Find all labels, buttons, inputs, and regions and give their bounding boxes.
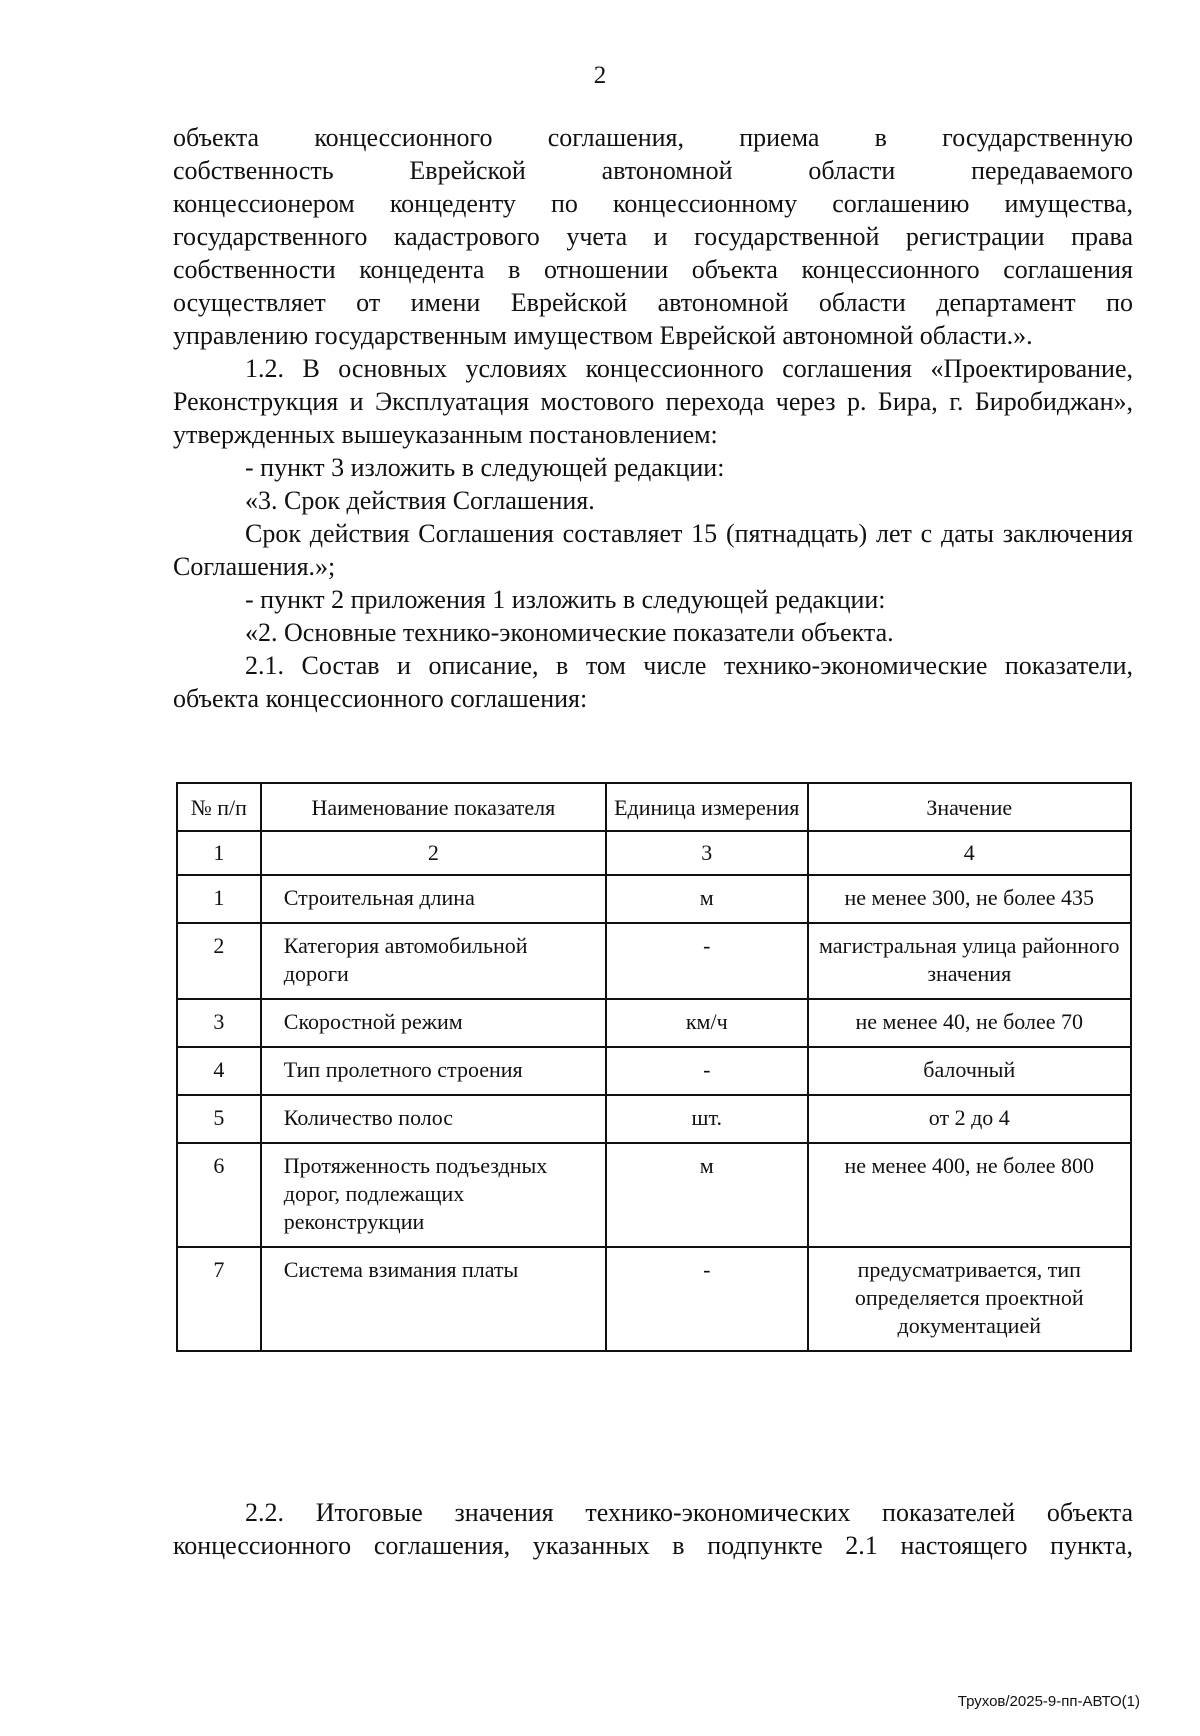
document-body <box>173 121 1133 715</box>
col-number: 4 <box>808 831 1131 875</box>
row-name: Тип пролетного строения <box>261 1047 606 1095</box>
paragraph-line: управлению государственным имуществом Еврейской автономной области.». <box>173 321 1033 350</box>
row-name: Протяженность подъездных дорог, подлежащих реконструкции <box>261 1143 606 1247</box>
row-value: от 2 до 4 <box>808 1095 1131 1143</box>
header-value: Значение <box>808 783 1131 831</box>
paragraph-2-1: 2.1. Состав и описание, в том числе технико-экономические показатели, объекта концессионного соглашения: <box>173 651 1133 713</box>
row-num: 3 <box>177 999 261 1047</box>
paragraph-line: собственность Еврейской автономной области передаваемого <box>173 156 1133 185</box>
paragraph-line: государственного кадастрового учета и государственной регистрации права <box>173 222 1133 251</box>
table-column-numbers-row <box>177 831 1131 875</box>
row-unit: км/ч <box>606 999 808 1047</box>
paragraph-2-2-cont: концессионного соглашения, указанных в подпункте 2.1 настоящего пункта, <box>173 1531 1133 1560</box>
table-row <box>177 1143 1131 1247</box>
paragraph-term: Срок действия Соглашения составляет 15 (пятнадцать) лет с даты заключения Соглашения.»; <box>173 519 1133 581</box>
table-header-row <box>177 783 1131 831</box>
row-num: 5 <box>177 1095 261 1143</box>
paragraph-1-2: 1.2. В основных условиях концессионного соглашения «Проектирование, Реконструкция и Эксплуатация мостового перехода через р. Бира, г. Биробиджан», утвержденных вышеуказанным постановлением: <box>173 354 1133 449</box>
row-value: не менее 300, не более 435 <box>808 875 1131 923</box>
paragraph-line: объекта концессионного соглашения, приема в государственную <box>173 123 1133 152</box>
row-value: не менее 40, не более 70 <box>808 999 1131 1047</box>
after-table-text <box>173 1496 1133 1562</box>
header-num: № п/п <box>177 783 261 831</box>
row-num: 4 <box>177 1047 261 1095</box>
row-value: магистральная улица районного значения <box>808 923 1131 999</box>
paragraph-2-2: 2.2. Итоговые значения технико-экономических показателей объекта <box>245 1498 1133 1527</box>
row-name: Система взимания платы <box>261 1247 606 1351</box>
row-value: не менее 400, не более 800 <box>808 1143 1131 1247</box>
row-unit: м <box>606 875 808 923</box>
row-num: 2 <box>177 923 261 999</box>
table-row <box>177 1247 1131 1351</box>
paragraph-line: осуществляет от имени Еврейской автономной области департамент по <box>173 288 1133 317</box>
row-unit: - <box>606 1247 808 1351</box>
paragraph-item-3: - пункт 3 изложить в следующей редакции: <box>245 453 725 482</box>
row-num: 7 <box>177 1247 261 1351</box>
page-number: 2 <box>593 62 607 89</box>
paragraph-indicators-title: «2. Основные технико-экономические показатели объекта. <box>245 618 894 647</box>
indicators-table <box>176 782 1132 1352</box>
paragraph-item-2: - пункт 2 приложения 1 изложить в следующей редакции: <box>245 585 886 614</box>
row-unit: м <box>606 1143 808 1247</box>
col-number: 2 <box>261 831 606 875</box>
table-row <box>177 923 1131 999</box>
table-row <box>177 1095 1131 1143</box>
row-name: Скоростной режим <box>261 999 606 1047</box>
paragraph-term-title: «3. Срок действия Соглашения. <box>245 486 595 515</box>
table-row <box>177 999 1131 1047</box>
row-num: 1 <box>177 875 261 923</box>
paragraph-line: концессионером концеденту по концессионному соглашению имущества, <box>173 189 1133 218</box>
col-number: 1 <box>177 831 261 875</box>
table-row <box>177 875 1131 923</box>
table-row <box>177 1047 1131 1095</box>
row-unit: - <box>606 923 808 999</box>
header-name: Наименование показателя <box>261 783 606 831</box>
col-number: 3 <box>606 831 808 875</box>
paragraph-line: собственности концедента в отношении объекта концессионного соглашения <box>173 255 1133 284</box>
row-name: Строительная длина <box>261 875 606 923</box>
row-unit: - <box>606 1047 808 1095</box>
row-unit: шт. <box>606 1095 808 1143</box>
row-name: Количество полос <box>261 1095 606 1143</box>
row-name: Категория автомобильной дороги <box>261 923 606 999</box>
header-unit: Единица измерения <box>606 783 808 831</box>
row-value: предусматривается, тип определяется проектной документацией <box>808 1247 1131 1351</box>
row-value: балочный <box>808 1047 1131 1095</box>
row-num: 6 <box>177 1143 261 1247</box>
document-code: Трухов/2025-9-пп-АВТО(1) <box>957 1693 1140 1710</box>
